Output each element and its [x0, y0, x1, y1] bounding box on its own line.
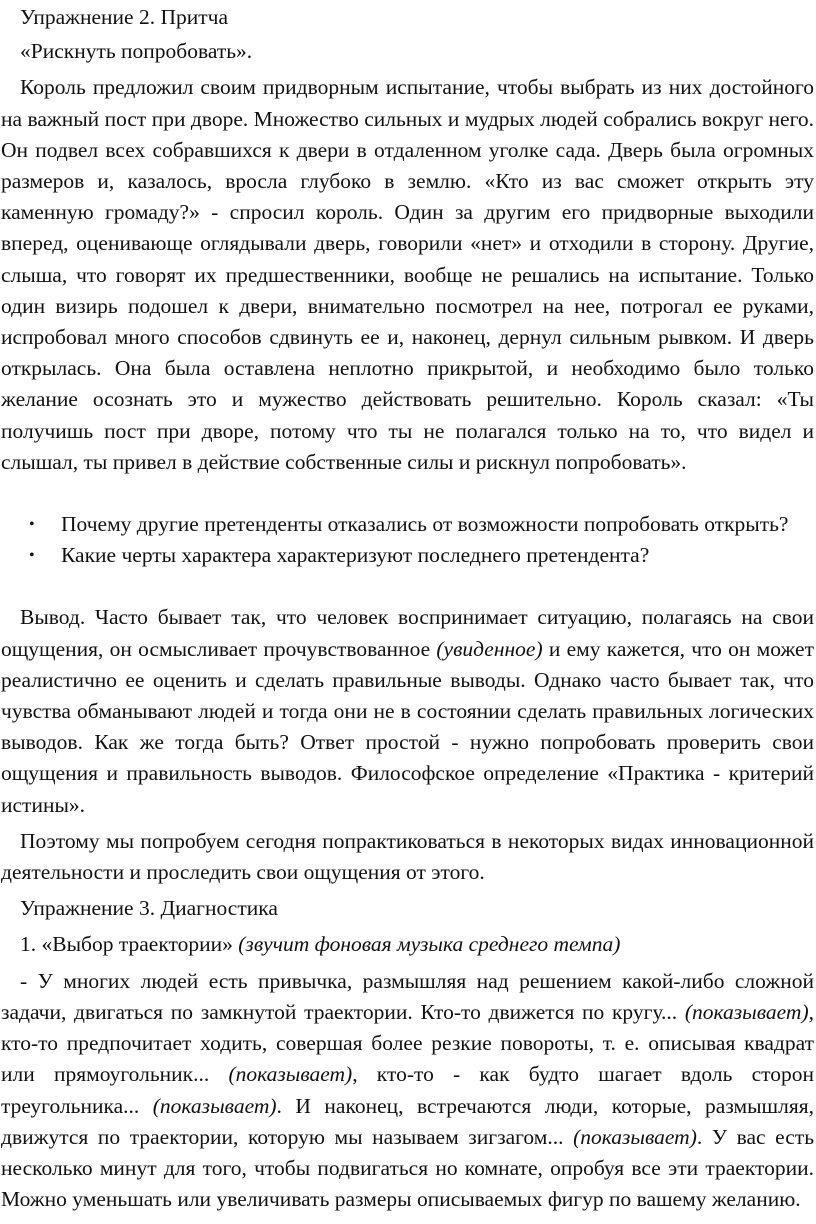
conclusion-text: и ему кажется, что он может реалистично ее оценить и сделать правильные выводы. Однако часто бывает так, что чувства обманывают людей и тогда они не в состоянии сделать правильных логических выводов. Как же тогда быть? Ответ простой - нужно попробовать проверить свои ощущения и правильность выводов. Философское определение «Практика - критерий истины». [1, 636, 814, 817]
trajectory-text: . У вас есть несколько минут для того, чтобы подвигаться но комнате, опробуя все эти траектории. Можно уменьшать или увеличивать размеры описываемых фигур по вашему желанию. [1, 1124, 814, 1212]
exercise-3-title: Упражнение 3. Диагностика [20, 896, 278, 921]
shows-note: (показывает) [684, 999, 809, 1024]
question-item [1, 509, 814, 540]
trajectory-paragraph [1, 966, 814, 1216]
practice-paragraph: Поэтому мы попробуем сегодня попрактиковаться в некоторых видах инновационной деятельности и проследить свои ощущения от этого. [1, 828, 814, 885]
shows-note: (показывает) [228, 1062, 353, 1087]
item-label: 1. «Выбор траектории» [20, 932, 239, 957]
question-text: Какие черты характера характеризуют последнего претендента? [61, 543, 650, 568]
trajectory-text: . И наконец, встречаются люди, которые, размышляя, движутся по траектории, которую мы называем зигзагом... [1, 1093, 814, 1149]
question-text: Почему другие претенденты отказались от возможности попробовать открыть? [61, 512, 789, 537]
shows-note: (показывает) [152, 1093, 277, 1118]
question-item [1, 540, 814, 571]
trajectory-text: , кто-то - как будто шагает вдоль сторон треугольника... [1, 1062, 814, 1118]
trajectory-text: , кто-то предпочитает ходить, совершая более резкие повороты, т. е. описывая квадрат или прямоугольник... [1, 999, 814, 1087]
shows-note: (показывает) [573, 1124, 697, 1149]
bullet-icon: • [29, 516, 35, 534]
parable-text: Король предложил своим придворным испытание, чтобы выбрать из них достойного на важный пост при дворе. Множество сильных и мудрых людей собрались вокруг него. Он подвел всех собравшихся к двери в отдаленном уголке сада. Дверь была огромных размеров и, казалось, вросла глубоко в землю. «Кто из вас сможет открыть эту каменную громаду?» - спросил король. Один за другим его придворные выходили вперед, оценивающе оглядывали дверь, говорили «нет» и отходили в сторону. Другие, слыша, что говорят их предшественники, вообще не решались на испытание. Только один визирь подошел к двери, внимательно посмотрел на нее, потрогал ее руками, испробовал много способов сдвинуть ее и, наконец, дернул сильным рывком. И дверь открылась. Она была оставлена неплотно прикрытой, и необходимо было только желание осознать это и мужество действовать решительно. Король сказал: «Ты получишь пост при дворе, потому что ты не полагался только на то, что видел и слышал, ты привел в действие собственные силы и рискнул попробовать». [1, 75, 814, 474]
exercise-3-item-1-heading [1, 929, 814, 960]
conclusion-text: Вывод. Часто бывает так, что человек воспринимает ситуацию, полагаясь на свои ощущения, он осмысливает прочувствованное [1, 605, 814, 661]
bullet-icon: • [29, 547, 35, 565]
trajectory-text: - У многих людей есть привычка, размышляя над решением какой-либо сложной задачи, двигаться по замкнутой траектории. Кто-то движется по кругу... [1, 968, 814, 1024]
conclusion-paragraph [1, 602, 814, 820]
exercise-2-title: Упражнение 2. Притча [20, 5, 228, 29]
conclusion-italic-note: (увиденное) [436, 636, 543, 661]
document-page [0, 2, 816, 1215]
exercise-2-subtitle: «Рискнуть попробовать». [20, 39, 253, 64]
item-music-note: (звучит фоновая музыка среднего темпа) [238, 932, 621, 957]
questions-list [1, 509, 814, 571]
